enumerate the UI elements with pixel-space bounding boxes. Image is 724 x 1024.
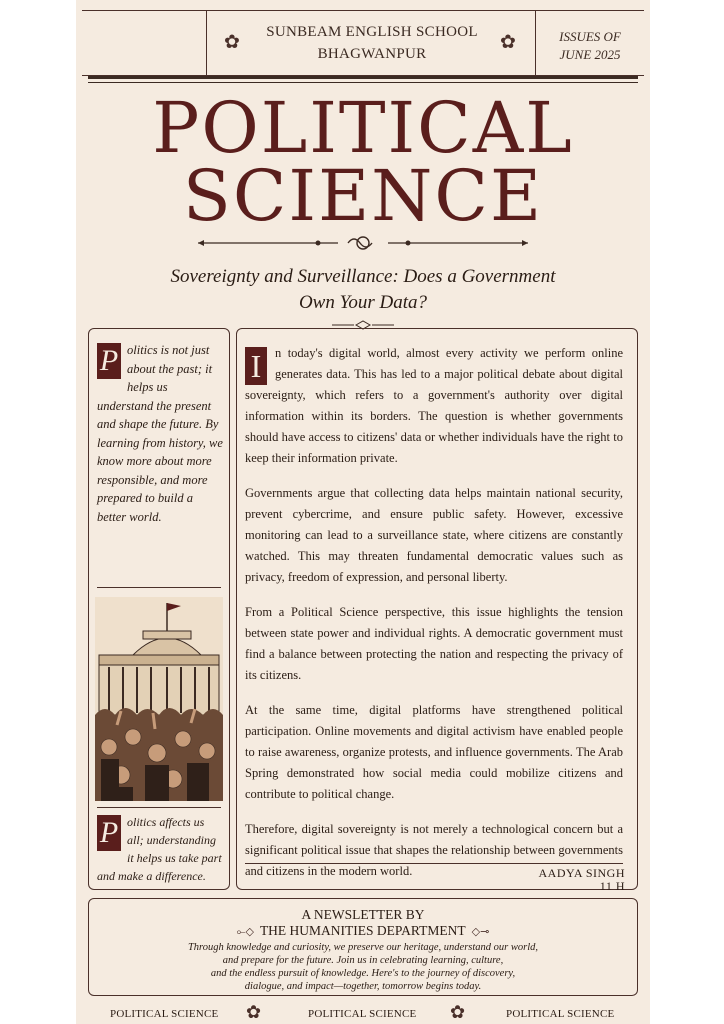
blurb-line: and the endless pursuit of knowledge. Here's to the journey of discovery,: [210, 968, 516, 979]
drop-cap: I: [245, 347, 267, 385]
article-body: [245, 343, 623, 896]
article-paragraph-3: From a Political Science perspective, this issue highlights the tension between state power and individual rights. A democratic government must find a balance between protecting the nation and respecting the privacy of its citizens.: [245, 605, 623, 682]
masthead-left-cell: [82, 11, 207, 75]
bottom-label: POLITICAL SCIENCE: [506, 1008, 615, 1020]
sidebar-quote-2: [97, 813, 223, 885]
article-column: [236, 328, 638, 893]
author-name: AADYA SINGH: [538, 866, 625, 880]
headline-line-1: Sovereignty and Surveillance: Does a Government: [170, 266, 556, 287]
title-line-1: POLITICAL: [152, 87, 574, 169]
author-class: 11 H: [599, 879, 625, 893]
rosette-icon: ✿: [224, 32, 240, 53]
issue-line-1: ISSUES OF: [559, 29, 621, 44]
article-paragraph-2: Governments argue that collecting data helps maintain national security, prevent cybercrime, and ensure public safety. However, excessive monitoring can lead to a surveillance state, where citizens are constantly watched. This may threaten fundamental democratic values such as privacy, freedom of expression, and personal liberty.: [245, 486, 623, 584]
newsletter-by: A NEWSLETTER BY: [301, 907, 425, 922]
flourish-divider-icon: [198, 234, 528, 252]
flourish-right-icon: ◇⊸: [471, 926, 490, 938]
newsletter-blurb: [119, 941, 607, 993]
article-paragraph-5: Therefore, digital sovereignty is not merely a technological concern but a significant political issue that shapes the relationship between governments and citizens in the modern world.: [245, 822, 623, 878]
school-name: [212, 21, 532, 65]
article-paragraph-1-text: n today's digital world, almost every activity we perform online generates data. This has led to a major political debate about digital sovereignty, which refers to a government's authority over digital information within its borders. The question is whether governments should have access to citizens' data or whether individuals have the right to keep their information private.: [245, 346, 623, 465]
article-headline: [116, 264, 610, 316]
byline: [538, 867, 625, 893]
author-divider: [245, 863, 623, 864]
school-line-2: BHAGWANPUR: [317, 46, 427, 62]
rosette-icon: ✿: [500, 32, 516, 53]
sidebar-quote-1: [97, 341, 223, 526]
bottom-label: POLITICAL SCIENCE: [308, 1008, 417, 1020]
sidebar-quote-1-text: olitics is not just about the past; it helps us understand the present and shape the future. By learning from history, we know more about more responsible, and more prepared to build a better world.: [97, 343, 223, 524]
newsletter-page: [76, 0, 650, 1024]
issue-line-2: JUNE 2025: [559, 47, 621, 62]
article-paragraph-4: At the same time, digital platforms have strengthened political participation. Online movements and digital activism have enabled people to raise awareness, organize protests, and influence governments. The Arab Spring demonstrated how social media could mobilize citizens and contribute to political change.: [245, 703, 623, 801]
school-line-1: SUNBEAM ENGLISH SCHOOL: [266, 24, 478, 40]
masthead-bar: [82, 10, 644, 76]
rosette-icon: ✿: [246, 1002, 262, 1022]
flourish-left-icon: ⟜◇: [236, 926, 254, 938]
sidebar-divider: [97, 587, 221, 588]
title-line-2: SCIENCE: [182, 155, 544, 237]
department-name: THE HUMANITIES DEPARTMENT: [259, 923, 466, 938]
newsletter-credit-box: [88, 898, 638, 996]
blurb-line: and prepare for the future. Join us in celebrating learning, culture,: [222, 955, 504, 966]
issue-cell: [535, 11, 644, 75]
masthead-rule-thin: [88, 82, 638, 83]
blurb-line: dialogue, and impact—together, tomorrow begins today.: [244, 981, 482, 992]
bottom-label: POLITICAL SCIENCE: [110, 1008, 219, 1020]
department-line: [89, 923, 637, 940]
sidebar-divider: [97, 807, 221, 808]
drop-cap: P: [97, 343, 121, 379]
headline-line-2: Own Your Data?: [298, 292, 428, 313]
capitol-illustration: [95, 597, 223, 801]
rosette-icon: ✿: [450, 1002, 466, 1022]
article-paragraph: [245, 343, 623, 469]
bottom-ribbon: [76, 1000, 650, 1024]
sidebar-quote-2-text: olitics affects us all; understanding it helps us take part and make a difference.: [97, 815, 222, 883]
blurb-line: Through knowledge and curiosity, we preserve our heritage, understand our world,: [187, 942, 539, 953]
masthead-rule: [88, 76, 638, 79]
drop-cap: P: [97, 815, 121, 851]
sidebar-column: [88, 328, 230, 890]
